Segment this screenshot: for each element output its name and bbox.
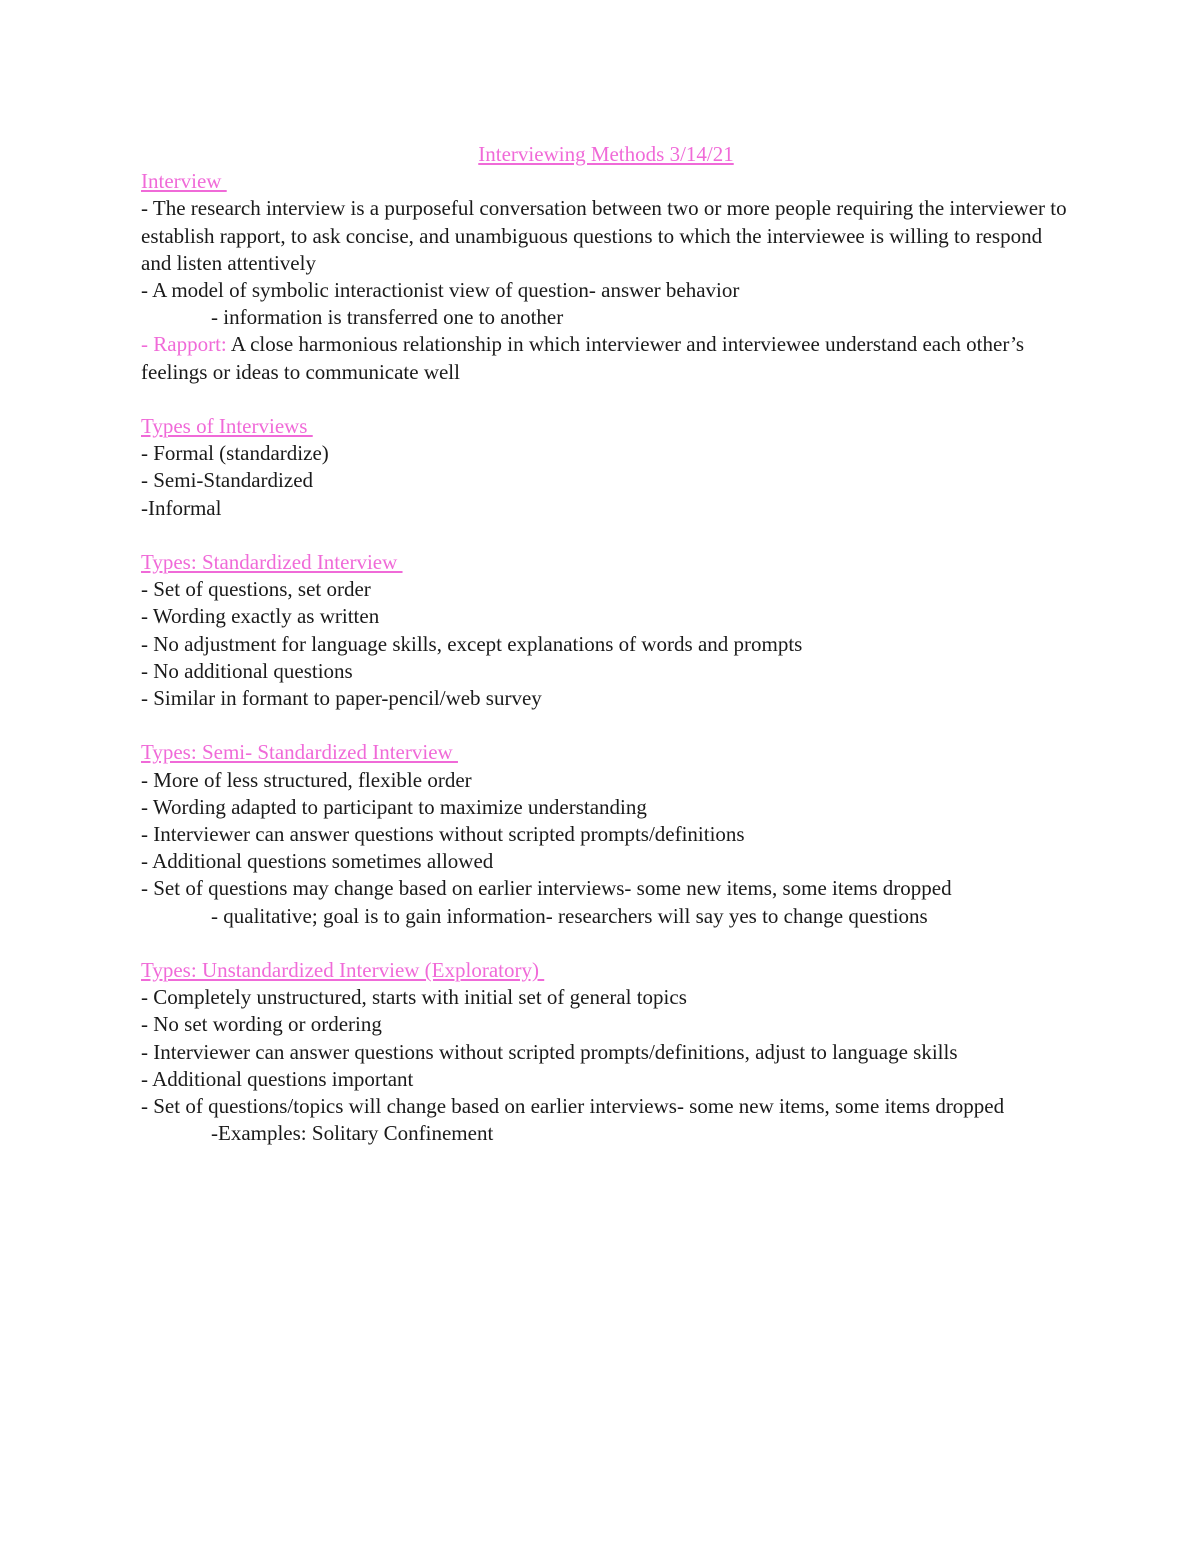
section-heading-interview: Interview bbox=[141, 169, 227, 194]
document-title: Interviewing Methods 3/14/21 bbox=[478, 142, 734, 166]
spacer bbox=[141, 386, 1071, 413]
list-item-indented: - qualitative; goal is to gain information- researchers will say yes to change questions bbox=[211, 903, 928, 928]
section-heading-standardized: Types: Standardized Interview bbox=[141, 550, 403, 575]
list-item: - No additional questions bbox=[141, 658, 353, 683]
section-heading-unstandardized: Types: Unstandardized Interview (Exploratory) bbox=[141, 958, 545, 983]
list-item: - More of less structured, flexible order bbox=[141, 767, 472, 792]
list-item: - No set wording or ordering bbox=[141, 1012, 382, 1037]
list-item: - Interviewer can answer questions without scripted prompts/definitions bbox=[141, 822, 745, 847]
list-item: - Semi-Standardized bbox=[141, 468, 314, 493]
list-item: - Formal (standardize) bbox=[141, 441, 329, 466]
interview-line-rapport bbox=[141, 331, 1071, 385]
section-semi-standardized bbox=[141, 739, 1071, 929]
list-item: - Wording exactly as written bbox=[141, 604, 380, 629]
section-heading-types: Types of Interviews bbox=[141, 414, 313, 439]
list-item: - Completely unstructured, starts with initial set of general topics bbox=[141, 985, 687, 1010]
list-item: - Interviewer can answer questions without scripted prompts/definitions, adjust to language skills bbox=[141, 1039, 958, 1064]
list-item: - Set of questions, set order bbox=[141, 577, 371, 602]
list-item: - No adjustment for language skills, except explanations of words and prompts bbox=[141, 631, 803, 656]
section-types bbox=[141, 413, 1071, 522]
spacer bbox=[141, 712, 1071, 739]
section-heading-semi-standardized: Types: Semi- Standardized Interview bbox=[141, 740, 458, 765]
list-item: -Informal bbox=[141, 495, 222, 520]
spacer bbox=[141, 522, 1071, 549]
list-item-indented: -Examples: Solitary Confinement bbox=[211, 1121, 494, 1146]
spacer bbox=[141, 930, 1071, 957]
section-unstandardized bbox=[141, 957, 1071, 1147]
list-item: - Additional questions important bbox=[141, 1066, 414, 1091]
list-item: - Set of questions may change based on earlier interviews- some new items, some items dropped bbox=[141, 876, 952, 901]
interview-line-transfer: - information is transferred one to another bbox=[211, 305, 564, 330]
interview-line-definition: - The research interview is a purposeful conversation between two or more people requiring the interviewer to establish rapport, to ask concise, and unambiguous questions to which the interviewee is willing to respond and listen attentively bbox=[141, 196, 1067, 275]
section-standardized bbox=[141, 549, 1071, 712]
list-item: - Wording adapted to participant to maximize understanding bbox=[141, 794, 647, 819]
interview-line-model: - A model of symbolic interactionist view of question- answer behavior bbox=[141, 278, 740, 303]
list-item: - Additional questions sometimes allowed bbox=[141, 849, 494, 874]
rapport-text: A close harmonious relationship in which interviewer and interviewee understand each other’s feelings or ideas to communicate well bbox=[141, 332, 1025, 384]
list-item: - Set of questions/topics will change based on earlier interviews- some new items, some items dropped bbox=[141, 1094, 1005, 1119]
document-page bbox=[141, 141, 1071, 1147]
section-interview bbox=[141, 168, 1071, 386]
list-item: - Similar in formant to paper-pencil/web survey bbox=[141, 686, 542, 711]
rapport-label: - Rapport: bbox=[141, 332, 227, 357]
